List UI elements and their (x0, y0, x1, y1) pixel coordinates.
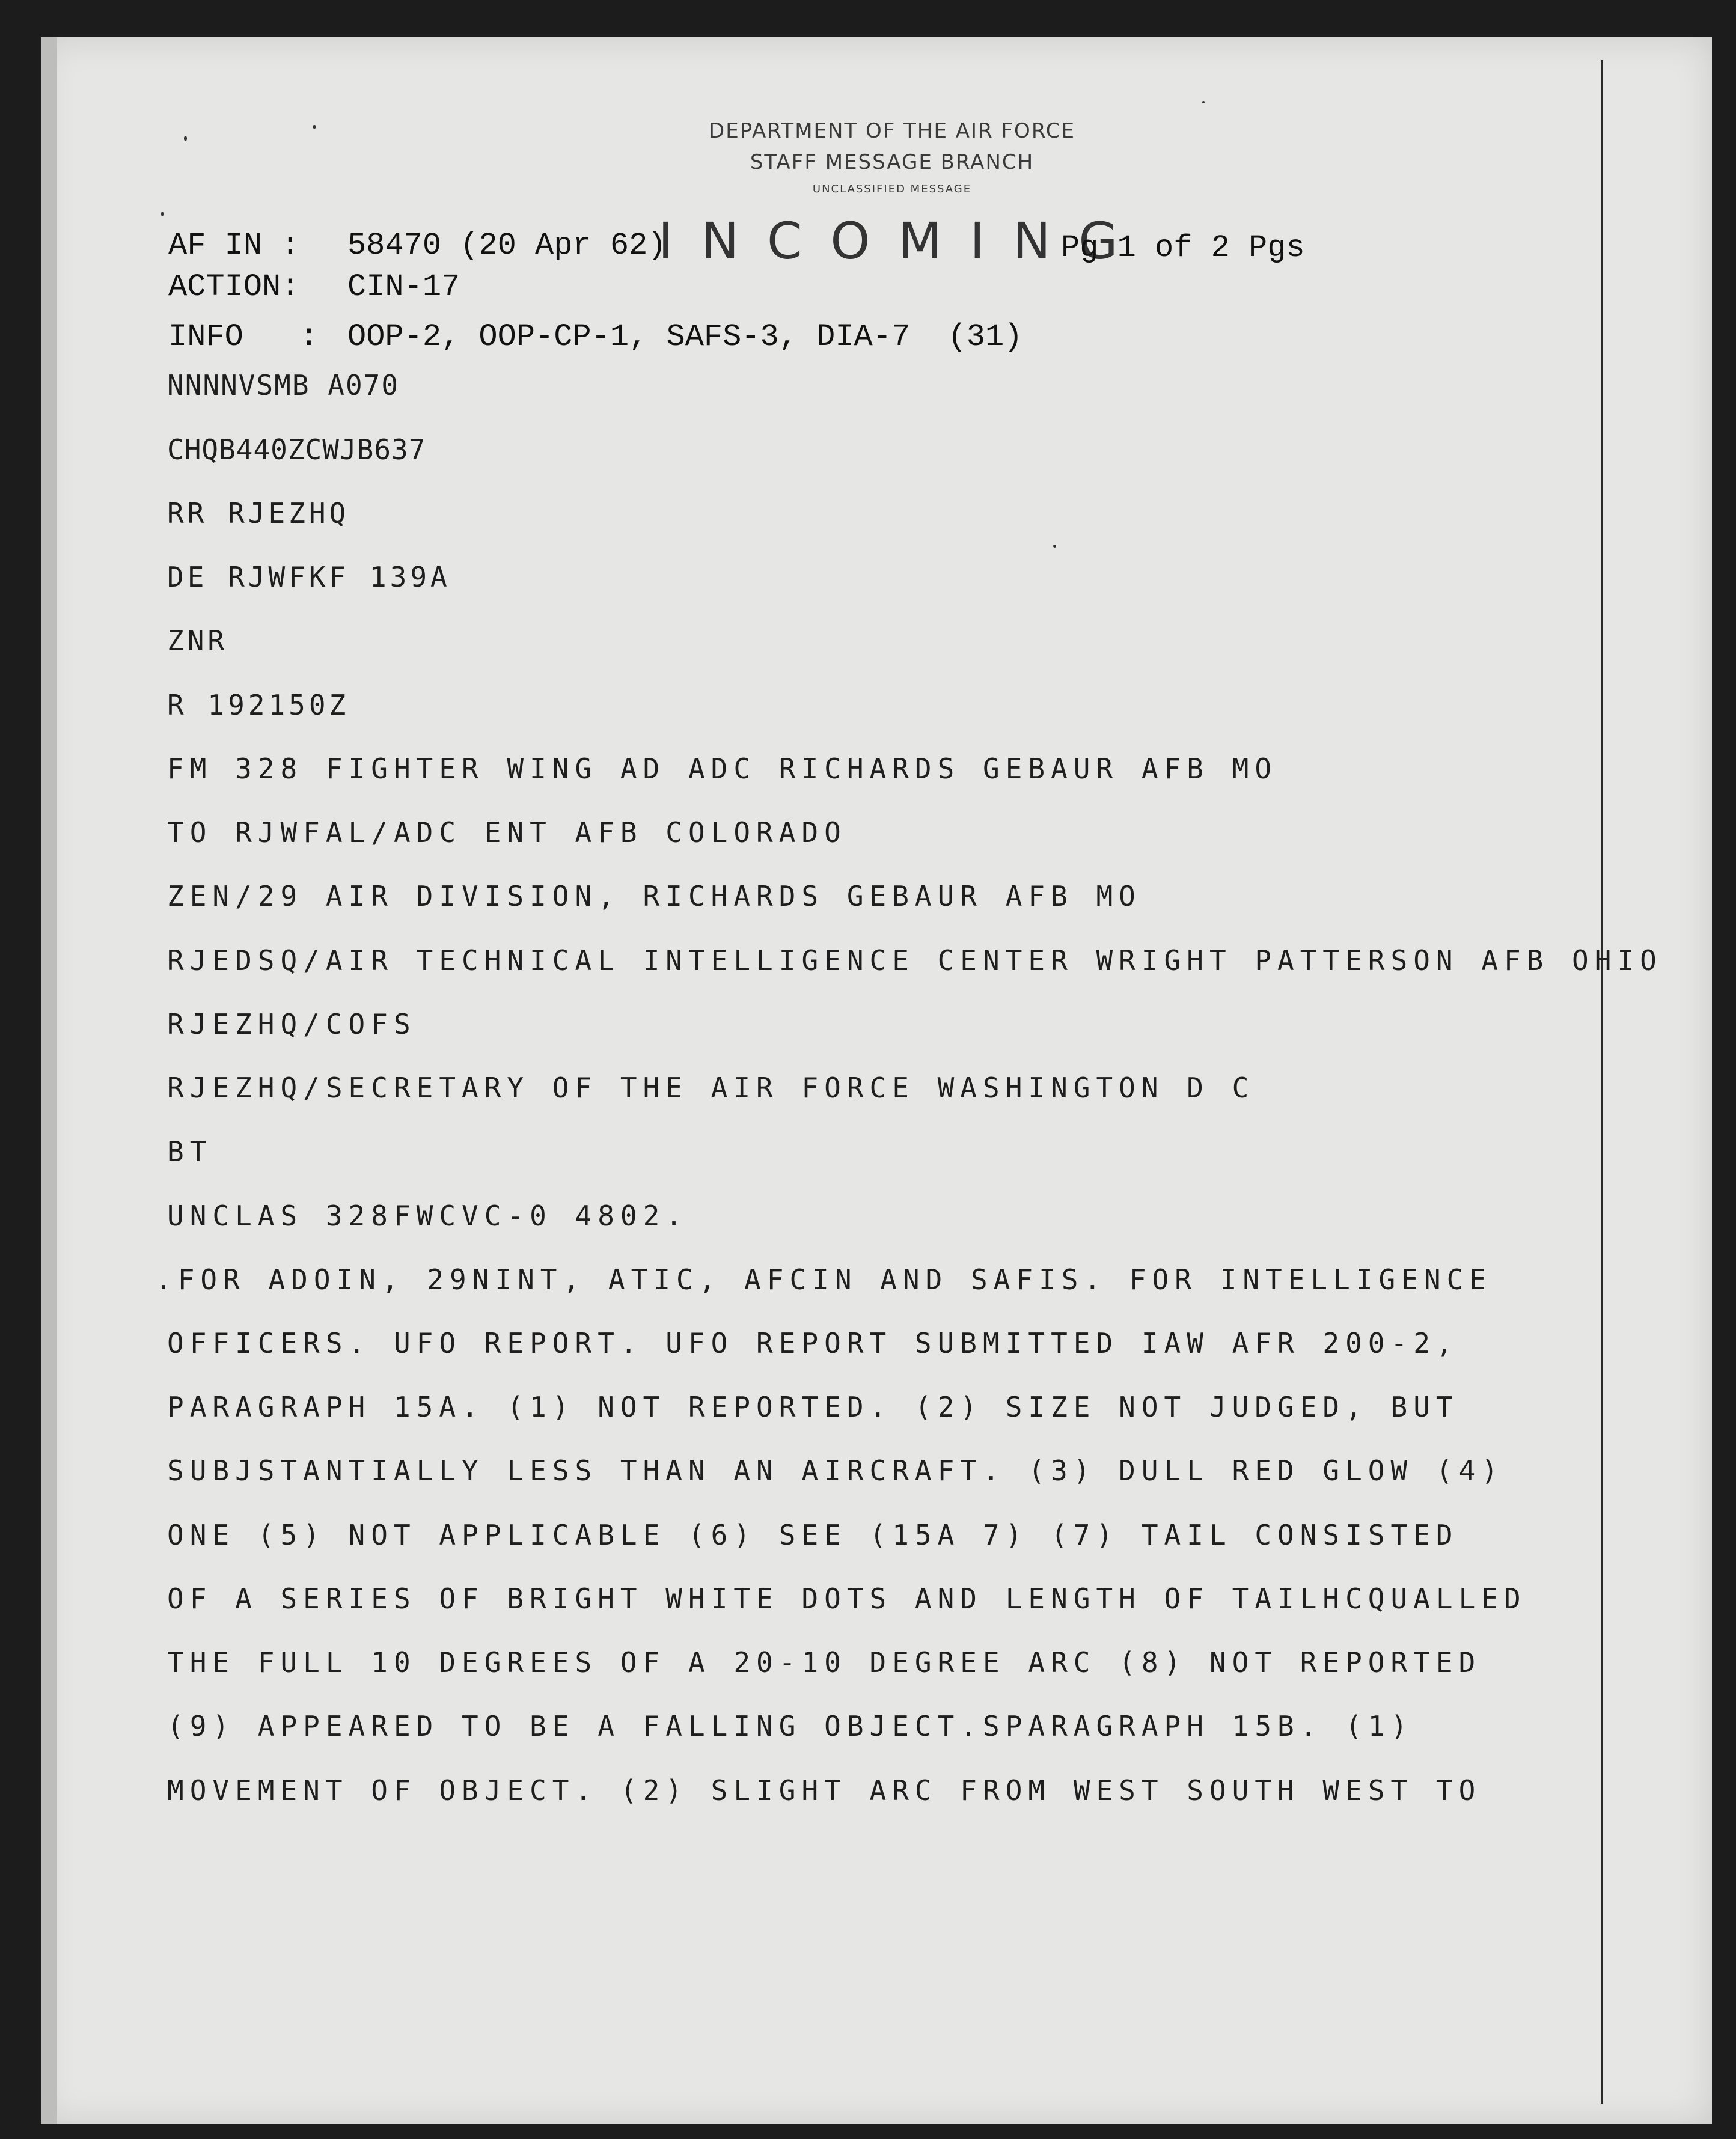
message-line: DE RJWFKF 139A (167, 561, 451, 593)
classification-heading: UNCLASSIFIED MESSAGE (812, 183, 972, 195)
info-value: OOP-2, OOP-CP-1, SAFS-3, DIA-7 (31) (347, 319, 1023, 355)
info-label: INFO : (168, 319, 319, 355)
right-margin-rule (1601, 60, 1603, 2104)
message-line: OFFICERS. UFO REPORT. UFO REPORT SUBMITTED IAW AFR 200-2, (167, 1327, 1459, 1359)
af-in-label: AF IN : (168, 228, 300, 263)
speck (1202, 101, 1205, 103)
message-line: RJEZHQ/COFS (167, 1008, 417, 1040)
action-label: ACTION: (168, 269, 300, 305)
message-line: NNNNVSMB A070 (167, 369, 400, 401)
message-line: THE FULL 10 DEGREES OF A 20-10 DEGREE ARC (8) NOT REPORTED (167, 1646, 1482, 1679)
branch-heading: STAFF MESSAGE BRANCH (750, 150, 1035, 174)
message-line: ZNR (167, 624, 228, 657)
message-line: BT (167, 1135, 213, 1168)
action-value: CIN-17 (347, 269, 460, 305)
message-line: .FOR ADOIN, 29NINT, ATIC, AFCIN AND SAFIS. FOR INTELLIGENCE (155, 1263, 1492, 1296)
speck (184, 136, 187, 141)
message-line: CHQB440ZCWJB637 (167, 433, 426, 466)
message-line: ONE (5) NOT APPLICABLE (6) SEE (15A 7) (7) TAIL CONSISTED (167, 1519, 1459, 1551)
message-line: SUBJSTANTIALLY LESS THAN AN AIRCRAFT. (3) DULL RED GLOW (4) (167, 1454, 1504, 1487)
message-line: UNCLAS 328FWCVC-0 4802. (167, 1200, 688, 1232)
message-line: RJEDSQ/AIR TECHNICAL INTELLIGENCE CENTER WRIGHT PATTERSON AFB OHIO (167, 944, 1663, 977)
left-border (41, 37, 57, 2124)
message-line: ZEN/29 AIR DIVISION, RICHARDS GEBAUR AFB MO (167, 880, 1142, 912)
message-line: PARAGRAPH 15A. (1) NOT REPORTED. (2) SIZE NOT JUDGED, BUT (167, 1391, 1459, 1423)
incoming-stamp: I N C O M I N G (658, 212, 1124, 270)
speck (161, 212, 164, 216)
af-in-value: 58470 (20 Apr 62) (347, 228, 667, 263)
speck (1053, 545, 1056, 548)
message-line: (9) APPEARED TO BE A FALLING OBJECT.SPARAGRAPH 15B. (1) (167, 1710, 1414, 1742)
message-line: MOVEMENT OF OBJECT. (2) SLIGHT ARC FROM WEST SOUTH WEST TO (167, 1774, 1482, 1807)
message-line: FM 328 FIGHTER WING AD ADC RICHARDS GEBAUR AFB MO (167, 752, 1278, 785)
message-line: R 192150Z (167, 689, 350, 721)
message-line: RR RJEZHQ (167, 497, 350, 529)
speck (313, 125, 316, 129)
department-heading: DEPARTMENT OF THE AIR FORCE (709, 119, 1075, 143)
message-line: TO RJWFAL/ADC ENT AFB COLORADO (167, 816, 847, 849)
page-info: Pg 1 of 2 Pgs (1061, 230, 1305, 266)
message-line: RJEZHQ/SECRETARY OF THE AIR FORCE WASHINGTON D C (167, 1072, 1255, 1104)
message-line: OF A SERIES OF BRIGHT WHITE DOTS AND LENGTH OF TAILHCQUALLED (167, 1582, 1527, 1615)
